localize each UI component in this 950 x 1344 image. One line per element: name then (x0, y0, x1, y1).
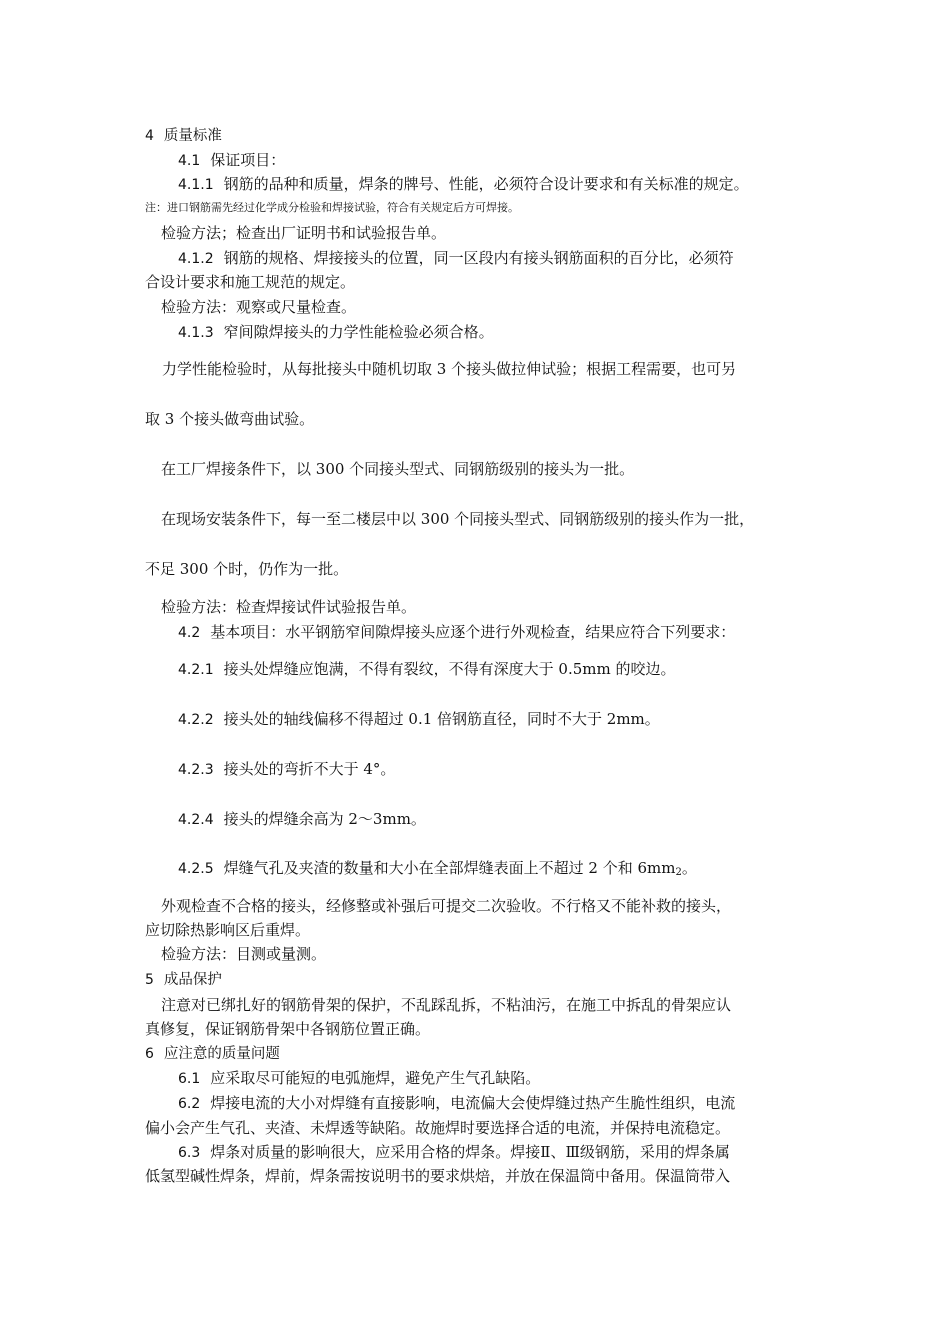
method-4-1-2: 检验方法：观察或尺量检查。 (161, 298, 357, 316)
paragraph-line: 取 3 个接头做弯曲试验。 (145, 410, 315, 428)
paragraph-line: 在工厂焊接条件下，以 300 个同接头型式、同钢筋级别的接头为一批。 (161, 460, 635, 478)
paragraph-line: 真修复，保证钢筋骨架中各钢筋位置正确。 (145, 1020, 431, 1038)
item-4-1-2-cont: 合设计要求和施工规范的规定。 (145, 273, 356, 291)
item-6-2: 6.2 焊接电流的大小对焊缝有直接影响，电流偏大会使焊缝过热产生脆性组织，电流 (178, 1094, 736, 1112)
item-4-2-4: 4.2.4 接头的焊缝余高为 2～3mm。 (178, 810, 426, 828)
item-4-1-2: 4.1.2 钢筋的规格、焊接接头的位置，同一区段内有接头钢筋面积的百分比，必须符 (178, 249, 734, 267)
item-4-1-1: 4.1.1 钢筋的品种和质量，焊条的牌号、性能，必须符合设计要求和有关标准的规定。 (178, 175, 749, 193)
item-4-2-2: 4.2.2 接头处的轴线偏移不得超过 0.1 倍钢筋直径，同时不大于 2mm。 (178, 710, 660, 728)
paragraph-line: 偏小会产生气孔、夹渣、未焊透等缺陷。故施焊时要选择合适的电流，并保持电流稳定。 (145, 1119, 731, 1137)
note-line: 注：进口钢筋需先经过化学成分检验和焊接试验，符合有关规定后方可焊接。 (145, 201, 519, 214)
item-4-1-3: 4.1.3 窄间隙焊接头的力学性能检验必须合格。 (178, 323, 494, 341)
item-6-3: 6.3 焊条对质量的影响很大，应采用合格的焊条。焊接Ⅱ、Ⅲ级钢筋，采用的焊条属 (178, 1143, 730, 1161)
item-4-1: 4.1 保证项目： (178, 151, 286, 169)
paragraph-line: 应切除热影响区后重焊。 (145, 921, 311, 939)
heading-6: 6 应注意的质量问题 (145, 1046, 280, 1062)
paragraph-line: 在现场安装条件下，每一至二楼层中以 300 个同接头型式、同钢筋级别的接头作为一批， (161, 510, 755, 528)
method-4-1-1: 检验方法；检查出厂证明书和试验报告单。 (161, 224, 447, 242)
paragraph-line: 外观检查不合格的接头，经修整或补强后可提交二次验收。不行格又不能补救的接头， (161, 897, 732, 915)
heading-5: 5 成品保护 (145, 972, 222, 988)
method-4-1-3: 检验方法：检查焊接试件试验报告单。 (161, 598, 417, 616)
item-4-2-5: 4.2.5 焊缝气孔及夹渣的数量和大小在全部焊缝表面上不超过 2 个和 $6mm_2$。 (178, 859, 697, 878)
heading-4: 4 质量标准 (145, 128, 222, 144)
paragraph-line: 低氢型碱性焊条，焊前，焊条需按说明书的要求烘焙，并放在保温筒中备用。保温筒带入 (145, 1167, 731, 1185)
paragraph-line: 注意对已绑扎好的钢筋骨架的保护，不乱踩乱拆，不粘油污，在施工中拆乱的骨架应认 (161, 996, 732, 1014)
method-4-2: 检验方法：目测或量测。 (161, 945, 327, 963)
paragraph-line: 力学性能检验时，从每批接头中随机切取 3 个接头做拉伸试验；根据工程需要，也可另 (162, 360, 737, 378)
paragraph-line: 不足 300 个时，仍作为一批。 (145, 560, 349, 578)
item-4-2-3: 4.2.3 接头处的弯折不大于 4°。 (178, 760, 396, 778)
item-4-2-1: 4.2.1 接头处焊缝应饱满，不得有裂纹，不得有深度大于 0.5mm 的咬边。 (178, 660, 676, 678)
item-6-1: 6.1 应采取尽可能短的电弧施焊，避免产生气孔缺陷。 (178, 1069, 541, 1087)
item-4-2: 4.2 基本项目：水平钢筋窄间隙焊接头应逐个进行外观检查，结果应符合下列要求： (178, 623, 736, 641)
